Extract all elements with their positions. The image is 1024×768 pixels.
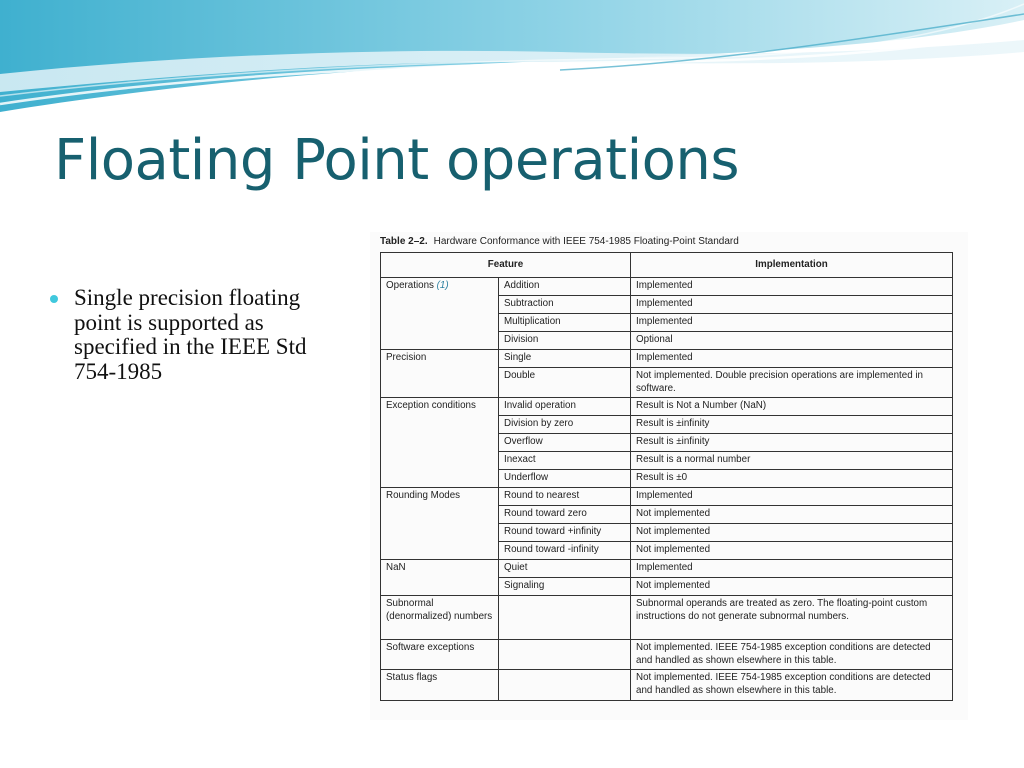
subfeature-cell: Round toward -infinity xyxy=(499,542,631,560)
feature-label: Rounding Modes xyxy=(386,490,461,502)
subfeature-cell: Inexact xyxy=(499,452,631,470)
feature-cell xyxy=(381,596,499,640)
implementation-cell: Not implemented. IEEE 754-1985 exception conditions are detected and handled as shown elsewhere in this table. xyxy=(631,640,953,670)
feature-label: Software exceptions xyxy=(386,642,475,654)
table-row xyxy=(381,350,953,368)
feature-cell xyxy=(381,398,499,488)
implementation-cell: Optional xyxy=(631,332,953,350)
subfeature-cell xyxy=(499,596,631,640)
table-row xyxy=(381,488,953,506)
table-row xyxy=(381,670,953,700)
feature-footnote: (1) xyxy=(436,280,449,291)
implementation-cell: Implemented xyxy=(631,278,953,296)
feature-label: Subnormal (denormalized) numbers xyxy=(386,598,493,622)
feature-cell xyxy=(381,560,499,596)
subfeature-cell: Overflow xyxy=(499,434,631,452)
subfeature-cell: Division xyxy=(499,332,631,350)
implementation-cell: Result is ±infinity xyxy=(631,434,953,452)
table-caption xyxy=(380,236,739,247)
table-row xyxy=(381,560,953,578)
implementation-cell: Implemented xyxy=(631,560,953,578)
feature-label: Exception conditions xyxy=(386,400,476,412)
feature-label: NaN xyxy=(386,562,406,574)
subfeature-cell: Double xyxy=(499,368,631,398)
feature-cell xyxy=(381,670,499,700)
implementation-cell: Not implemented xyxy=(631,524,953,542)
subfeature-cell: Round toward +infinity xyxy=(499,524,631,542)
table-row xyxy=(381,398,953,416)
implementation-cell: Not implemented. IEEE 754-1985 exception conditions are detected and handled as shown elsewhere in this table. xyxy=(631,670,953,700)
subfeature-cell: Single xyxy=(499,350,631,368)
subfeature-cell: Invalid operation xyxy=(499,398,631,416)
subfeature-cell: Addition xyxy=(499,278,631,296)
feature-label: Operations xyxy=(386,280,434,291)
subfeature-cell: Multiplication xyxy=(499,314,631,332)
slide-title: Floating Point operations xyxy=(54,128,740,193)
implementation-cell: Implemented xyxy=(631,488,953,506)
implementation-cell: Result is a normal number xyxy=(631,452,953,470)
table-row xyxy=(381,596,953,640)
implementation-cell: Result is ±infinity xyxy=(631,416,953,434)
implementation-cell: Implemented xyxy=(631,350,953,368)
table-caption-number: Table 2–2. xyxy=(380,236,428,247)
feature-cell xyxy=(381,278,499,350)
subfeature-cell xyxy=(499,640,631,670)
header-implementation: Implementation xyxy=(631,253,953,278)
feature-cell xyxy=(381,350,499,398)
implementation-cell: Result is Not a Number (NaN) xyxy=(631,398,953,416)
subfeature-cell: Signaling xyxy=(499,578,631,596)
bullet-dot-icon xyxy=(50,295,58,303)
header-feature: Feature xyxy=(381,253,631,278)
implementation-cell: Not implemented. Double precision operations are implemented in software. xyxy=(631,368,953,398)
feature-cell xyxy=(381,488,499,560)
implementation-cell: Not implemented xyxy=(631,578,953,596)
feature-cell xyxy=(381,640,499,670)
implementation-cell: Implemented xyxy=(631,296,953,314)
implementation-cell: Not implemented xyxy=(631,506,953,524)
conformance-table-figure xyxy=(370,232,968,720)
subfeature-cell xyxy=(499,670,631,700)
implementation-cell: Subnormal operands are treated as zero. The floating-point custom instructions do not generate subnormal numbers. xyxy=(631,596,953,640)
subfeature-cell: Round to nearest xyxy=(499,488,631,506)
table-row xyxy=(381,278,953,296)
bullet-item xyxy=(50,286,340,384)
subfeature-cell: Quiet xyxy=(499,560,631,578)
implementation-cell: Implemented xyxy=(631,314,953,332)
implementation-cell: Result is ±0 xyxy=(631,470,953,488)
table-header-row xyxy=(381,253,953,278)
bullet-text: Single precision floating point is supported as specified in the IEEE Std 754-1985 xyxy=(74,285,307,384)
subfeature-cell: Division by zero xyxy=(499,416,631,434)
subfeature-cell: Underflow xyxy=(499,470,631,488)
feature-label: Precision xyxy=(386,352,427,363)
subfeature-cell: Subtraction xyxy=(499,296,631,314)
table-body xyxy=(381,278,953,701)
header-wave-decoration xyxy=(0,0,1024,120)
table-caption-text: Hardware Conformance with IEEE 754-1985 Floating-Point Standard xyxy=(433,236,739,247)
table-row xyxy=(381,640,953,670)
subfeature-cell: Round toward zero xyxy=(499,506,631,524)
implementation-cell: Not implemented xyxy=(631,542,953,560)
conformance-table xyxy=(380,252,953,701)
feature-label: Status flags xyxy=(386,672,438,684)
